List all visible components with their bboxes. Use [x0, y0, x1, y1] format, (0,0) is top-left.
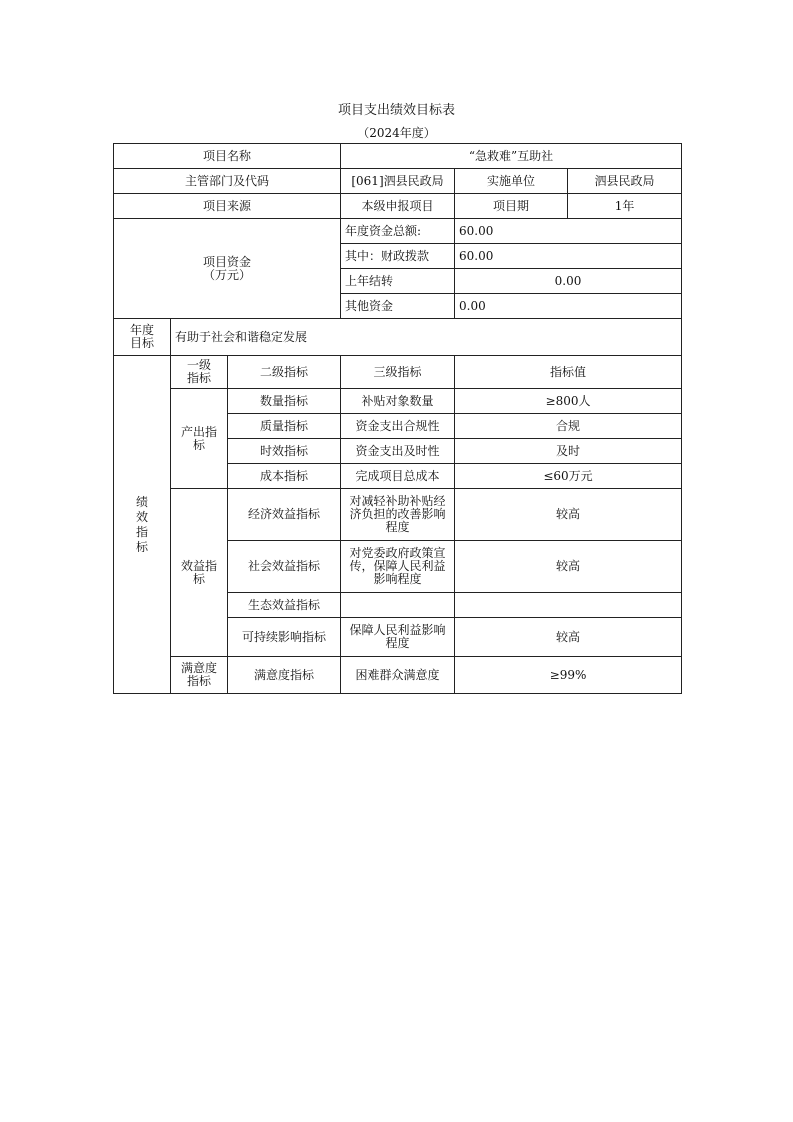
perf-char: 效: [135, 509, 148, 524]
perf-indicator-label: [114, 356, 171, 694]
benefit-level3-line: 保障人民利益影响: [349, 623, 446, 637]
header-level2: 二级指标: [228, 356, 341, 389]
benefit-value: 较高: [455, 541, 682, 593]
benefit-level3-line: 济负担的改善影响: [349, 507, 446, 521]
output-level2: 时效指标: [228, 439, 341, 464]
output-indicator-label: [171, 389, 228, 489]
funds-label-line: 项目资金: [202, 254, 251, 269]
table-row: [114, 219, 682, 244]
output-value: 及时: [455, 439, 682, 464]
impl-unit-label: 实施单位: [455, 169, 568, 194]
impl-unit-value: 泗县民政局: [568, 169, 682, 194]
source-label: 项目来源: [114, 194, 341, 219]
annual-goal-label-line2: 目标: [129, 336, 154, 350]
dept-label: 主管部门及代码: [114, 169, 341, 194]
header-level1-line1: 一级: [186, 358, 211, 372]
funds-total-label: 年度资金总额:: [341, 219, 455, 244]
project-name-value: “急救难”互助社: [341, 144, 682, 169]
benefit-level3-line: 影响程度: [373, 572, 422, 586]
output-level2: 质量指标: [228, 414, 341, 439]
output-value: ≤60万元: [455, 464, 682, 489]
header-level1-line2: 指标: [186, 371, 211, 385]
output-level3: 补贴对象数量: [341, 389, 455, 414]
satisfaction-label-line1: 满意度: [180, 661, 217, 675]
dept-value: [061]泗县民政局: [341, 169, 455, 194]
benefit-label-line1: 效益指: [180, 558, 217, 573]
source-value: 本级申报项目: [341, 194, 455, 219]
funds-carryover-value: 0.00: [455, 269, 682, 294]
table-row: [114, 169, 682, 194]
benefit-level3-line: 对党委政府政策宣: [349, 546, 446, 560]
performance-table: [113, 143, 682, 694]
period-value: 1年: [568, 194, 682, 219]
funds-fiscal-value: 60.00: [455, 244, 682, 269]
output-level3: 完成项目总成本: [341, 464, 455, 489]
header-level1: [171, 356, 228, 389]
output-value: ≥800人: [455, 389, 682, 414]
table-row: [114, 144, 682, 169]
benefit-level2: 可持续影响指标: [228, 618, 341, 657]
benefit-level2: 经济效益指标: [228, 489, 341, 541]
benefit-level3-line: 对减轻补助补贴经: [349, 494, 446, 508]
benefit-value: 较高: [455, 489, 682, 541]
output-level2: 数量指标: [228, 389, 341, 414]
funds-fiscal-label: 其中：财政拨款: [341, 244, 455, 269]
benefit-level2: 生态效益指标: [228, 593, 341, 618]
table-row: [114, 489, 682, 541]
output-level3: 资金支出及时性: [341, 439, 455, 464]
header-level3: 三级指标: [341, 356, 455, 389]
satisfaction-level3: 困难群众满意度: [341, 657, 455, 694]
table-row: [114, 194, 682, 219]
output-level2: 成本指标: [228, 464, 341, 489]
benefit-level3: [341, 618, 455, 657]
benefit-level3: [341, 541, 455, 593]
benefit-level3-line: 传，保障人民利益: [349, 559, 446, 573]
benefit-indicator-label: [171, 489, 228, 657]
funds-other-value: 0.00: [455, 294, 682, 319]
benefit-value: [455, 593, 682, 618]
funds-label-unit: （万元）: [202, 267, 251, 282]
funds-label: [114, 219, 341, 319]
project-name-label: 项目名称: [114, 144, 341, 169]
funds-total-value: 60.00: [455, 219, 682, 244]
annual-goal-label: [114, 319, 171, 356]
satisfaction-value: ≥99%: [455, 657, 682, 694]
output-level3: 资金支出合规性: [341, 414, 455, 439]
annual-goal-label-line1: 年度: [129, 323, 154, 337]
table-row: [114, 657, 682, 694]
annual-goal-value: 有助于社会和谐稳定发展: [171, 319, 682, 356]
header-value: 指标值: [455, 356, 682, 389]
funds-other-label: 其他资金: [341, 294, 455, 319]
benefit-level3: [341, 593, 455, 618]
funds-carryover-label: 上年结转: [341, 269, 455, 294]
output-label-line1: 产出指: [180, 424, 217, 439]
output-label-line2: 标: [192, 437, 205, 452]
document-year: （2024年度）: [357, 126, 436, 140]
benefit-level3-line: 程度: [385, 636, 410, 650]
perf-char: 绩: [135, 494, 148, 509]
benefit-label-line2: 标: [192, 571, 205, 586]
benefit-value: 较高: [455, 618, 682, 657]
benefit-level2: 社会效益指标: [228, 541, 341, 593]
perf-char: 指: [135, 524, 148, 539]
table-row: [114, 389, 682, 414]
document-title: 项目支出绩效目标表: [337, 103, 455, 118]
table-header-row: [114, 356, 682, 389]
benefit-level3: [341, 489, 455, 541]
perf-char: 标: [135, 539, 148, 554]
satisfaction-indicator-label: [171, 657, 228, 694]
period-label: 项目期: [455, 194, 568, 219]
satisfaction-level2: 满意度指标: [228, 657, 341, 694]
benefit-level3-line: 程度: [385, 520, 410, 534]
output-value: 合规: [455, 414, 682, 439]
table-row: [114, 319, 682, 356]
satisfaction-label-line2: 指标: [186, 674, 211, 688]
